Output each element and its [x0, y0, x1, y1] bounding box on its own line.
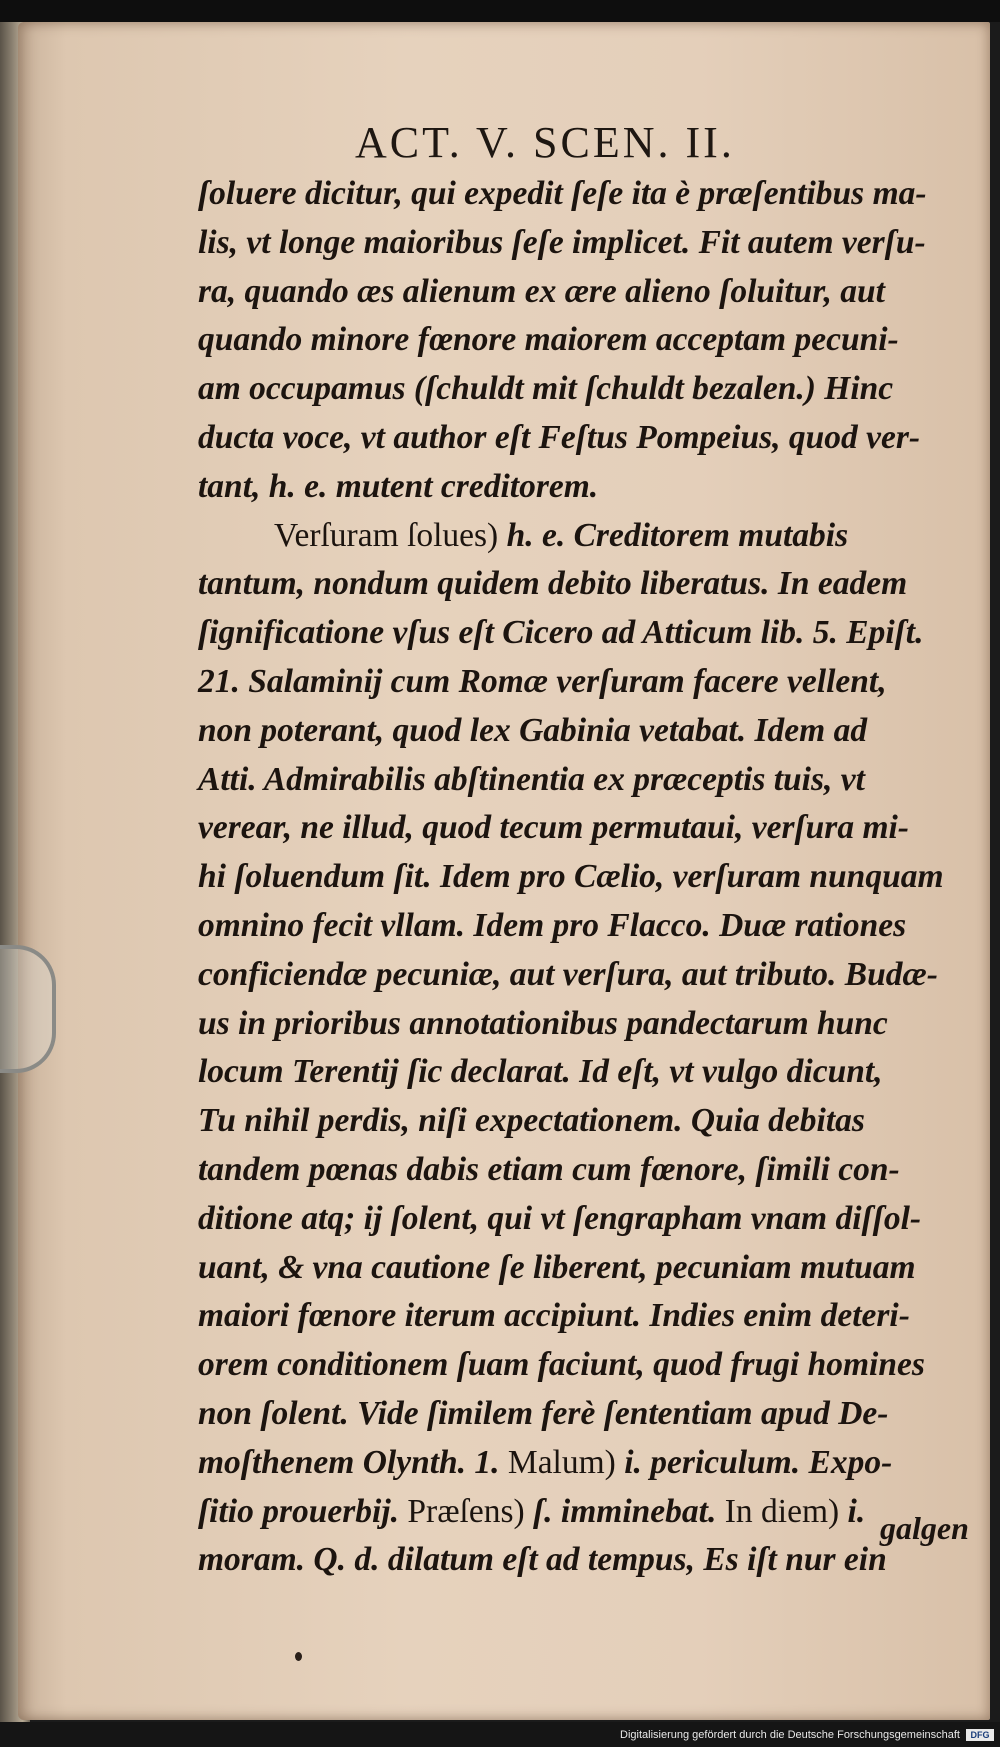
text-line: verear, ne illud, quod tecum permutaui, verſura mi- — [198, 809, 909, 847]
text-line: hi ſoluendum ſit. Idem pro Cælio, verſuram nunquam — [198, 858, 944, 896]
ink-spot — [295, 1652, 302, 1661]
text-line: Tu nihil perdis, niſi expectationem. Quia debitas — [198, 1102, 865, 1140]
text-line: 21. Salaminij cum Romæ verſuram facere vellent, — [198, 662, 887, 700]
text-line-lemma — [198, 1488, 968, 1537]
text-line-lemma — [198, 512, 968, 561]
text-line: moram. Q. d. dilatum eſt ad tempus, Es iſt nur ein — [198, 1541, 887, 1579]
page-clip — [0, 945, 56, 1073]
text-line: Atti. Admirabilis abſtinentia ex præceptis tuis, vt — [198, 760, 865, 798]
text-fragment: ſ. imminebat. — [533, 1492, 717, 1530]
text-line: ducta voce, vt author eſt Feſtus Pompeius, quod ver- — [198, 418, 921, 456]
text-line: uant, & vna cautione ſe liberent, pecuniam mutuam — [198, 1248, 916, 1286]
text-line: tandem pœnas dabis etiam cum fœnore, ſimili con- — [198, 1150, 900, 1188]
text-line: maiori fœnore iterum accipiunt. Indies enim deteri- — [198, 1297, 910, 1335]
text-line: orem conditionem ſuam faciunt, quod frugi homines — [198, 1346, 925, 1384]
lemma-in-diem: In diem) — [724, 1492, 840, 1530]
text-line: us in prioribus annotationibus pandectarum hunc — [198, 1004, 888, 1042]
text-line: am occupamus (ſchuldt mit ſchuldt bezalen.) Hinc — [198, 370, 894, 408]
text-line: omnino fecit vllam. Idem pro Flacco. Duæ rationes — [198, 906, 907, 944]
text-line: non ſolent. Vide ſimilem ferè ſententiam apud De- — [198, 1394, 889, 1432]
scanner-top-bar — [0, 0, 1000, 22]
text-line: tant, h. e. mutent creditorem. — [198, 467, 599, 505]
lemma-praesens: Præſens) — [407, 1492, 525, 1530]
dfg-logo: DFG — [966, 1729, 994, 1741]
text-line: ſignificatione vſus eſt Cicero ad Atticum lib. 5. Epiſt. — [198, 614, 924, 652]
text-line-lemma — [198, 1439, 968, 1488]
text-fragment: i. periculum. Expo- — [624, 1443, 893, 1481]
text-line: tantum, nondum quidem debito liberatus. In eadem — [198, 565, 908, 603]
text-fragment: i. — [847, 1492, 866, 1530]
text-line: locum Terentij ſic declarat. Id eſt, vt vulgo dicunt, — [198, 1053, 883, 1091]
text-line: lis, vt longe maioribus ſeſe implicet. Fit autem verſu- — [198, 223, 926, 261]
text-line: conficiendæ pecuniæ, aut verſura, aut tributo. Budæ- — [198, 955, 938, 993]
text-fragment: ſitio prouerbij. — [198, 1492, 400, 1530]
page-body-text — [198, 170, 968, 1585]
page-running-header: ACT. V. SCEN. II. — [355, 118, 735, 167]
catchword: galgen — [880, 1510, 969, 1546]
text-line: non poterant, quod lex Gabinia vetabat. Idem ad — [198, 711, 868, 749]
text-fragment: h. e. Creditorem mutabis — [506, 516, 849, 554]
lemma-malum: Malum) — [507, 1443, 616, 1481]
text-line: ditione atq; ij ſolent, qui vt ſengrapham vnam diſſol- — [198, 1199, 922, 1237]
text-line: ra, quando æs alienum ex ære alieno ſoluitur, aut — [198, 272, 885, 310]
footer-credit: Digitalisierung gefördert durch die Deutsche Forschungsgemeinschaft — [620, 1729, 960, 1741]
lemma-versuram: Verſuram ſolues) — [274, 516, 499, 554]
text-line: ſoluere dicitur, qui expedit ſeſe ita è præſentibus ma- — [198, 175, 927, 212]
text-fragment: moſthenem Olynth. 1. — [198, 1443, 500, 1481]
text-line: quando minore fœnore maiorem acceptam pecuni- — [198, 321, 899, 359]
